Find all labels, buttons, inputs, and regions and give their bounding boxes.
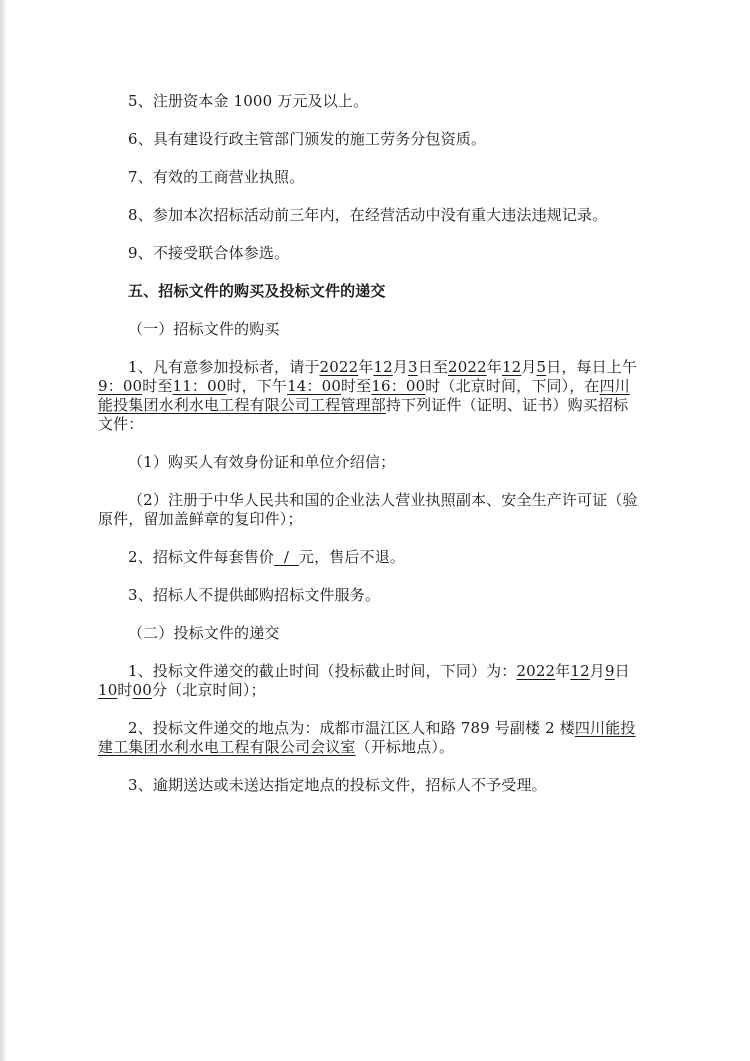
deadline-day: 9 (604, 662, 615, 680)
submission-location: 四川能投建工集团水利水电工程有限公司会议室 (98, 719, 636, 756)
requirement-1: （1）购买人有效身份证和单位介绍信； (128, 453, 396, 471)
start-year: 2022 (319, 358, 359, 376)
subsection-2-title: （二）投标文件的递交 (128, 624, 280, 642)
deadline-year: 2022 (516, 662, 556, 680)
am-start-time: 9：00 (98, 377, 143, 395)
purchase-paragraph-1: 1、凡有意参加投标者，请于2022年12月3日至2022年12月5日，每日上午9：00时至11：00时，下午14：00时至16：00时（北京时间，下同），在四川能投集团水利水电工程有限公司工程管理部持下列证件（证明、证书）购买招标文件： (98, 358, 638, 433)
submission-paragraph-2: 2、投标文件递交的地点为：成都市温江区人和路 789 号副楼 2 楼四川能投建工集团水利水电工程有限公司会议室（开标地点）。 (98, 719, 636, 756)
end-year: 2022 (448, 358, 487, 376)
price-per-set: / (274, 548, 299, 566)
item-6: 6、具有建设行政主管部门颁发的施工劳务分包资质。 (128, 130, 487, 148)
purchase-paragraph-3: 3、招标人不提供邮购招标文件服务。 (128, 586, 381, 604)
start-day: 3 (407, 358, 418, 376)
purchase-location: 四川能投集团水利水电工程有限公司工程管理部 (98, 377, 630, 414)
scan-edge-shadow (0, 0, 7, 1061)
deadline-minute: 00 (132, 681, 152, 699)
item-5: 5、注册资本金 1000 万元及以上。 (128, 92, 369, 110)
submission-paragraph-3: 3、逾期送达或未送达指定地点的投标文件，招标人不予受理。 (128, 776, 547, 794)
item-8: 8、参加本次招标活动前三年内，在经营活动中没有重大违法违规记录。 (128, 206, 608, 224)
section-5-title: 五、招标文件的购买及投标文件的递交 (128, 282, 386, 300)
pm-end-time: 16：00 (371, 377, 426, 395)
start-month: 12 (373, 358, 393, 376)
purchase-paragraph-2: 2、招标文件每套售价 / 元，售后不退。 (128, 548, 405, 566)
submission-paragraph-1: 1、投标文件递交的截止时间（投标截止时间，下同）为：2022年12月9日10时00分（北京时间）； (98, 662, 630, 699)
subsection-1-title: （一）招标文件的购买 (128, 320, 280, 338)
deadline-month: 12 (570, 662, 590, 680)
deadline-hour: 10 (98, 681, 118, 699)
pm-start-time: 14：00 (287, 377, 342, 395)
end-month: 12 (501, 358, 522, 376)
end-day: 5 (536, 358, 547, 376)
requirement-2: （2）注册于中华人民共和国的企业法人营业执照副本、安全生产许可证（验原件，留加盖鲜章的复印件）； (98, 491, 638, 528)
am-end-time: 11：00 (172, 377, 227, 395)
item-9: 9、不接受联合体参选。 (128, 244, 290, 262)
item-7: 7、有效的工商营业执照。 (128, 168, 305, 186)
document-body (98, 92, 638, 814)
